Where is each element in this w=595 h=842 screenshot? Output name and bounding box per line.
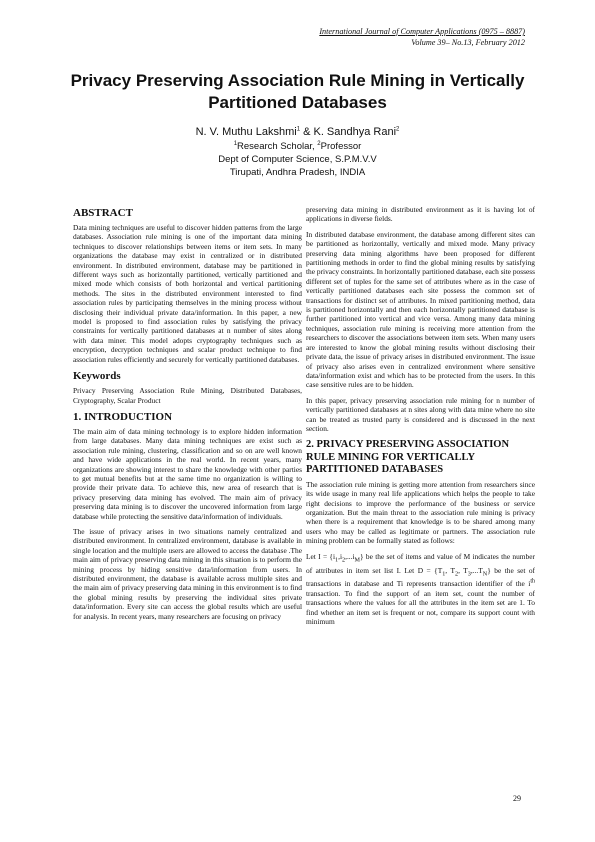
author-affiliation-role: $^1$Research Scholar, $^2$Professor <box>233 140 362 152</box>
problem-definition-paragraph: Let $I = \{i_1,i_2,...i_M\}$ be the set of items and value of M indicates the number of attributes in item set list I. Let $D = \{T_1$, $T_2$, $T_3,...T_N$} be the set of transactions in database and Ti represents transaction identifier of the $i^{th}$ transaction. To find the support of an item set, count the number of transactions where the values for all the attributes in the item set are 1. To find whether an item set is frequent or not, compare its support count with minimum <box>306 551 536 627</box>
journal-name: International Journal of Computer Applications (0975 – 8887) <box>319 27 525 36</box>
author-block <box>60 125 535 179</box>
body-paragraph: In distributed database environment, the database among different sites can be partitioned as horizontally, vertically and mixed mode. Many privacy preserving data mining algorithms have been proposed for different partitioning methods in order to find the global mining results by satisfying the privacy constraints. In horizontally partitioned database, each site possess different set of tuples for the same set of attributes where as in the case of vertically partitioned databases each site possess the common set of transactions for distinct set of attributes. In mixed partitioning method, data is partitioned horizontally and then each horizontally partitioned database is further partitioned into vertical and vice versa. Among many data mining techniques, association rule mining is receiving more attention from the researchers to discover the associations between item sets. When many users are interested to know the global mining results without disclosing their private data, the issue of privacy arises in distributed environment. The issue of privacy also arises even in centralized environment where sensitive data/information exist and which has to be protected from the users. In this case sensitive rules are to be hidden. <box>306 229 535 390</box>
right-column <box>306 205 535 632</box>
introduction-heading: 1. INTRODUCTION <box>73 410 173 423</box>
transaction-set-formula: $D = \{T_1$, $T_2$, $T_3,...T_N$} <box>417 565 491 578</box>
keywords-text: Privacy Preserving Association Rule Mining, Distributed Databases, Cryptography, Scalar Product <box>73 386 302 405</box>
body-paragraph: preserving data mining in distributed environment as it is having lot of applications in diverse fields. <box>306 205 535 224</box>
itemset-formula: $I = \{i_1,i_2,...i_M\}$ <box>318 551 364 564</box>
author-affiliation-dept: Dept of Computer Science, S.P.M.V.V <box>218 154 377 165</box>
abstract-text: Data mining techniques are useful to discover hidden patterns from the large databases. Association rule mining is one of the important data mining techniques to discover relationships between items or item sets. In many organizations the database may exist in centralized or in distributed environment. In distributed environment, database may be partitioned in different ways such as horizontally partitioned, vertically partitioned and mixed mode which consists of both horizontal and vertical partitioning methods. The sites in the distributed environment interested to find association rules by participating themselves in the mining process without disclosing their individual private data/information. In this paper, a new model is proposed to find association rules by satisfying the privacy constraints for vertically partitioned databases at n number of sites along with data miner. This model adopts cryptography techniques such as encryption, decryption techniques and scalar product technique to find association rules efficiently and securely for vertically partitioned databases. <box>73 223 302 364</box>
author-names: N. V. Muthu Lakshmi$^1$ & K. Sandhya Rani$^2$ <box>195 126 400 138</box>
introduction-paragraph-2: The issue of privacy arises in two situations namely centralized and distributed environment. In centralized environment, database is available in single location and the multiple users are allowed to access the database .The main aim of privacy preserving data mining in this situation is to perform the mining process by hiding sensitive data/information from users. In distributed environment, the database is available across multiple sites and the main aim of privacy preserving data mining in this environment is to find the global mining results by preserving the individual sites private data/information. Every site can access the global results which are useful for analysis. In recent years, many researchers are focusing on privacy <box>73 526 302 621</box>
left-column <box>73 205 302 627</box>
body-paragraph: The association rule mining is getting more attention from researchers since its wide usage in many real life applications which helps the people to take right decisions to improve the performance of the business or service organization. But the main threat to the association rule mining is privacy when there is a requirement that knowledge is to be shared among many users who may be called as legitimate or partners. The association rule mining problem can be formally stated as follows: <box>306 479 535 546</box>
paper-title: Privacy Preserving Association Rule Mining in Vertically Partitioned Databases <box>70 71 525 112</box>
introduction-paragraph-1: The main aim of data mining technology is to explore hidden information from large databases. Many data mining techniques are exist such as association rule mining, clustering, classification and so on are well known and have wide applications in the real world. In recent years, many organizations are showing interest to share the knowledge with other parties to get mutual benefits but at the same time no organization is willing to provide their private data. To achieve this, new area of research that is privacy preserving data mining has evolved. The main aim of privacy preserving data mining is to discover the uncovered information from large database while protecting the sensitive data/information of individuals. <box>73 426 302 521</box>
abstract-heading: ABSTRACT <box>73 207 133 219</box>
journal-header <box>319 26 525 48</box>
body-paragraph: In this paper, privacy preserving association rule mining for n number of vertically partitioned databases at n sites along with data mine where no site can be treated as trusted party is considered and is discussed in the next section. <box>306 395 535 433</box>
author-affiliation-location: Tirupati, Andhra Pradesh, INDIA <box>229 167 366 178</box>
section-2-heading: 2. PRIVACY PRESERVING ASSOCIATION RULE MINING FOR VERTICALLY PARTITIONED DATABASES <box>306 439 510 476</box>
journal-volume: Volume 39– No.13, February 2012 <box>411 38 525 47</box>
keywords-heading: Keywords <box>73 370 121 383</box>
page-number: 29 <box>513 794 521 803</box>
